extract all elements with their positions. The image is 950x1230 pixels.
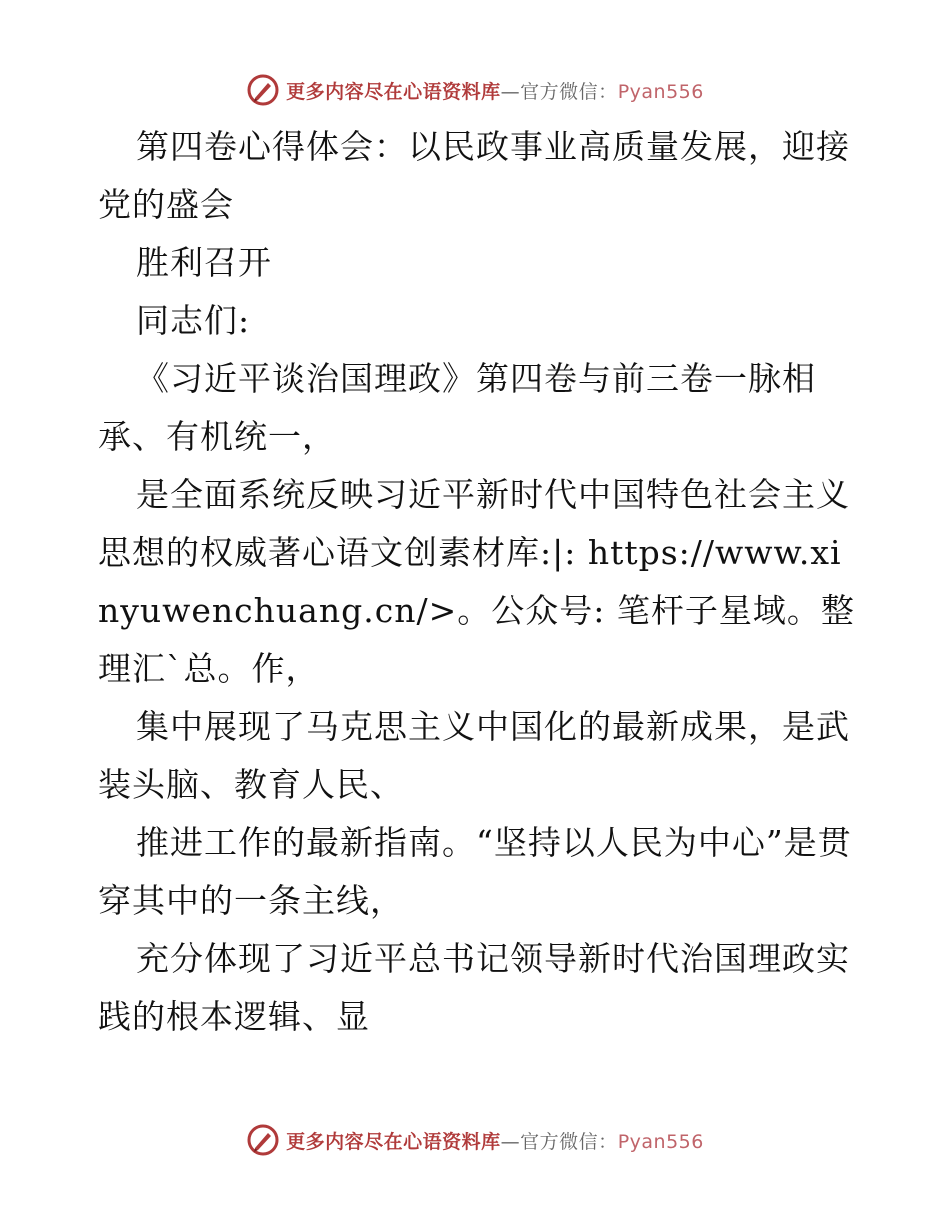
header-banner [0, 70, 950, 110]
header-banner-inner [246, 73, 704, 107]
footer-banner [0, 1120, 950, 1160]
header-banner-dash: — [500, 80, 521, 103]
footer-banner-inner [246, 1123, 704, 1157]
paragraph: 是全面系统反映习近平新时代中国特色社会主义思想的权威著心语文创素材库:|: https://www.xinyuwenchuang.cn/>。公众号: 笔杆子星域。整理汇`总。作， [98, 475, 855, 688]
paragraph: 同志们: [136, 301, 251, 340]
footer-banner-main: 更多内容尽在心语资料库 [286, 1130, 501, 1153]
footer-banner-wechat-id: Pyan556 [617, 1130, 704, 1153]
paragraph: 集中展现了马克思主义中国化的最新成果，是武装头脑、教育人民、 [98, 707, 850, 804]
pen-logo-icon [246, 73, 280, 107]
header-banner-wechat: 官方微信： [520, 80, 618, 103]
paragraph: 第四卷心得体会：以民政事业高质量发展，迎接党的盛会 [98, 127, 850, 224]
header-banner-text [286, 77, 704, 104]
footer-banner-wechat: 官方微信： [520, 1130, 618, 1153]
pen-logo-icon [246, 1123, 280, 1157]
paragraph: 《习近平谈治国理政》第四卷与前三卷一脉相承、有机统一， [98, 359, 816, 456]
paragraph: 胜利召开 [136, 243, 272, 282]
footer-banner-dash: — [500, 1130, 521, 1153]
footer-banner-text [286, 1127, 704, 1154]
paragraph: 充分体现了习近平总书记领导新时代治国理政实践的根本逻辑、显 [98, 939, 850, 1036]
header-banner-wechat-id: Pyan556 [617, 80, 704, 103]
paragraph: 推进工作的最新指南。“坚持以人民为中心”是贯穿其中的一条主线， [98, 823, 852, 920]
header-banner-main: 更多内容尽在心语资料库 [286, 80, 501, 103]
document-body [98, 118, 858, 1046]
